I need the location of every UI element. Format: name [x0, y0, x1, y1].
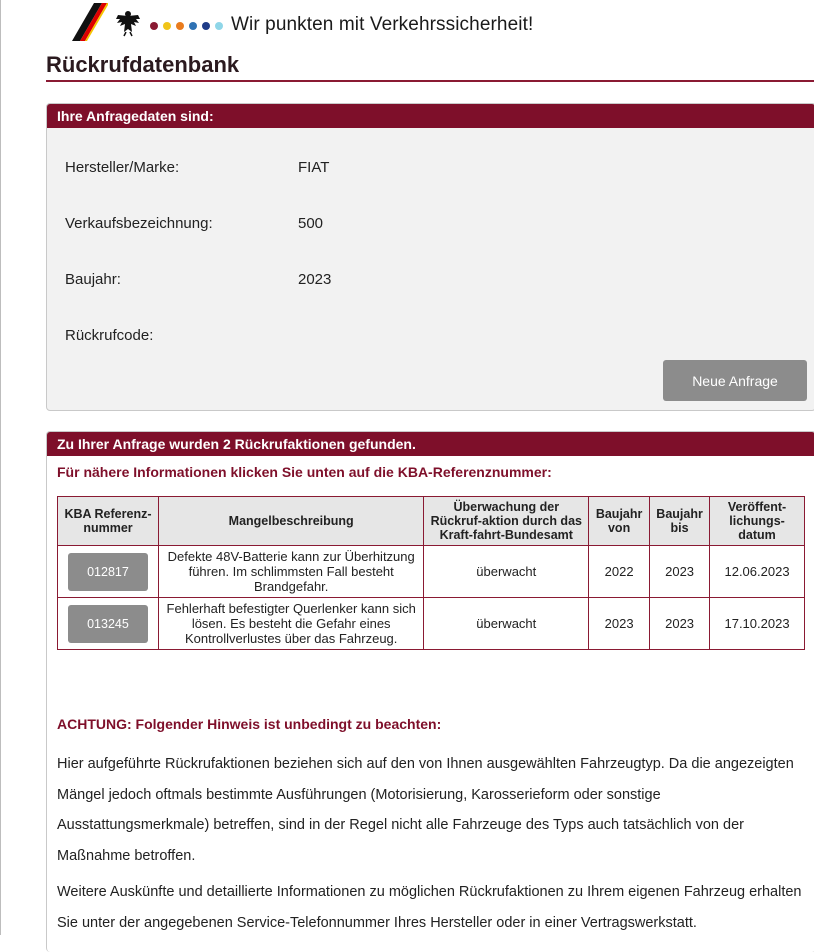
- column-header-year-from: Baujahr von: [589, 497, 650, 546]
- monitoring-cell: überwacht: [424, 546, 589, 598]
- brand-dot: [163, 22, 171, 30]
- query-label: Verkaufsbezeichnung:: [65, 215, 213, 232]
- results-hint: Für nähere Informationen klicken Sie unten auf die KBA-Referenznummer:: [57, 464, 552, 480]
- description-cell: Defekte 48V-Batterie kann zur Überhitzung führen. Im schlimmsten Fall besteht Brandgefahr.: [158, 546, 423, 598]
- notice-paragraph: Hier aufgeführte Rückrufaktionen beziehen sich auf den von Ihnen ausgewählten Fahrzeugtyp. Da die angezeigten Mängel jedoch oftmals bestimmte Ausführungen (Motorisierung, Karosserieform oder sonstige Ausstattungsmerkmale) betreffen, sind in der Regel nicht alle Fahrzeuge des Typs auch tatsächlich von der Maßnahme betroffen.: [57, 756, 794, 864]
- ref-cell: [58, 546, 159, 598]
- brand-dot: [176, 22, 184, 30]
- published-cell: 12.06.2023: [710, 546, 805, 598]
- query-value: 2023: [298, 271, 332, 288]
- recall-table: [57, 496, 805, 650]
- brand-dot: [189, 22, 197, 30]
- column-header-ref: KBA Referenz-nummer: [58, 497, 159, 546]
- ref-cell: [58, 598, 159, 650]
- column-header-monitoring: Überwachung der Rückruf-aktion durch das Kraft-fahrt-Bundesamt: [424, 497, 589, 546]
- year-from-cell: 2023: [589, 598, 650, 650]
- table-row: [58, 598, 805, 650]
- page-left-border: [0, 0, 1, 935]
- query-value: 500: [298, 215, 324, 232]
- published-cell: 17.10.2023: [710, 598, 805, 650]
- query-label: Hersteller/Marke:: [65, 159, 180, 176]
- kba-reference-button[interactable]: 012817: [68, 553, 148, 591]
- query-panel-heading: Ihre Anfragedaten sind:: [47, 104, 814, 128]
- query-label: Rückrufcode:: [65, 327, 154, 344]
- table-row: [58, 546, 805, 598]
- table-header-row: [58, 497, 805, 546]
- kba-reference-button[interactable]: 013245: [68, 605, 148, 643]
- query-value: FIAT: [298, 159, 330, 176]
- monitoring-cell: überwacht: [424, 598, 589, 650]
- brand-dot: [202, 22, 210, 30]
- column-header-year-to: Baujahr bis: [650, 497, 710, 546]
- year-to-cell: 2023: [650, 598, 710, 650]
- german-flag-icon: [70, 3, 108, 41]
- notice-paragraph: Weitere Auskünfte und detaillierte Informationen zu möglichen Rückrufaktionen zu Ihrem eigenen Fahrzeug erhalten Sie unter der angegebenen Service-Telefonnummer Ihres Hersteller oder in einer Vertragswerkstatt.: [57, 884, 802, 931]
- notice-title: ACHTUNG: Folgender Hinweis ist unbedingt zu beachten:: [57, 716, 442, 732]
- year-to-cell: 2023: [650, 546, 710, 598]
- results-panel-heading: Zu Ihrer Anfrage wurden 2 Rückrufaktionen gefunden.: [47, 432, 814, 456]
- page-title: Rückrufdatenbank: [46, 52, 240, 77]
- brand-dots: [150, 22, 223, 30]
- description-cell: Fehlerhaft befestigter Querlenker kann sich lösen. Es besteht die Gefahr eines Kontrollverlustes über das Fahrzeug.: [158, 598, 423, 650]
- year-from-cell: 2022: [589, 546, 650, 598]
- slogan: Wir punkten mit Verkehrssicherheit!: [231, 14, 534, 35]
- results-panel: [46, 431, 814, 952]
- brand-dot: [150, 22, 158, 30]
- new-query-button[interactable]: Neue Anfrage: [663, 360, 807, 401]
- query-label: Baujahr:: [65, 271, 121, 288]
- brand-dot: [215, 22, 223, 30]
- query-panel: [46, 103, 814, 411]
- brand-header: [70, 2, 533, 42]
- title-divider: [46, 80, 814, 82]
- column-header-published: Veröffent-lichungs-datum: [710, 497, 805, 546]
- federal-eagle-icon: [114, 7, 142, 37]
- column-header-description: Mangelbeschreibung: [158, 497, 423, 546]
